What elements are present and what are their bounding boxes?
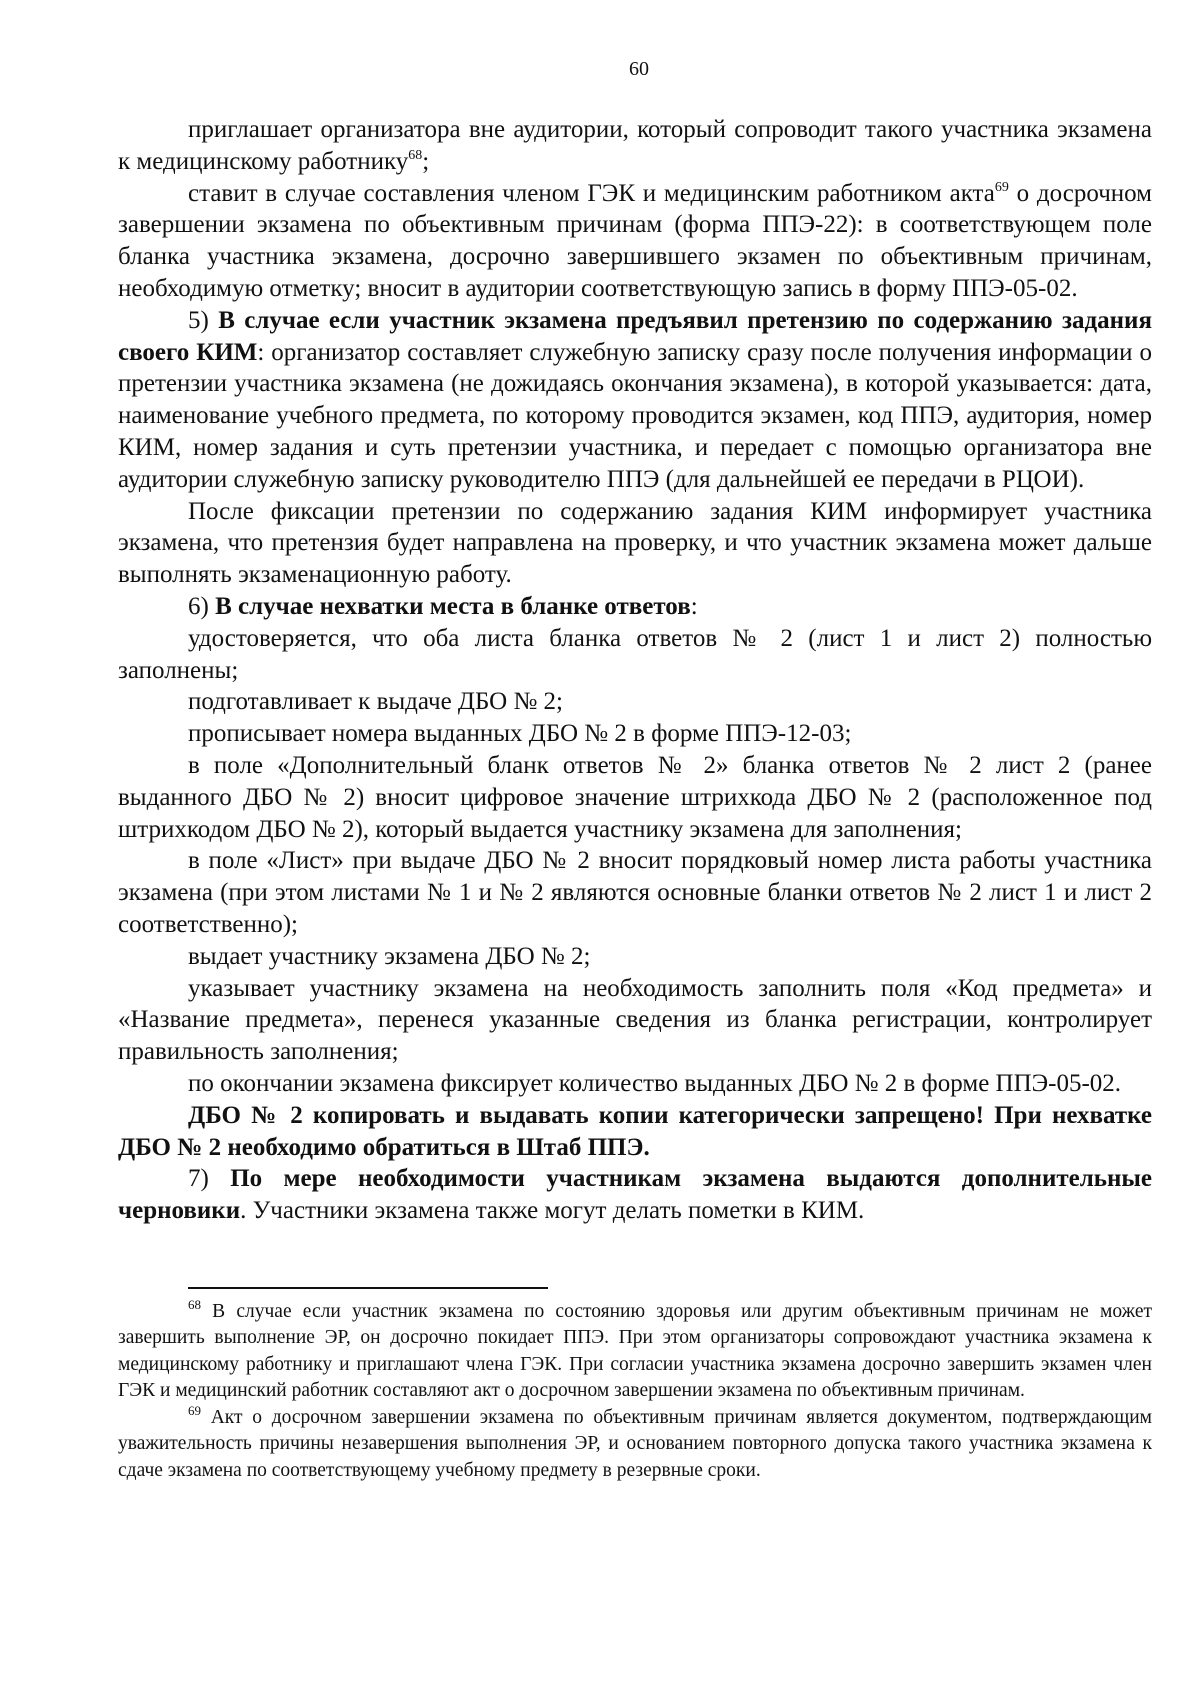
paragraph: [118, 178, 1152, 305]
footnote-text: В случае если участник экзамена по состоянию здоровья или другим объективным причинам не может завершить выполнение ЭР, он досрочно покидает ППЭ. При этом организаторы сопровождают участника экзамена к медицинскому работнику и приглашают члена ГЭК. При согласии участника экзамена досрочно завершить экзамен член ГЭК и медицинский работник составляют акт о досрочном завершении экзамена по объективным причинам.: [118, 1300, 1152, 1402]
paragraph: [118, 591, 1152, 623]
footnote-mark: 68: [188, 1296, 201, 1312]
warning-paragraph: ДБО № 2 копировать и выдавать копии категорически запрещено! При нехватке ДБО № 2 необходимо обратиться в Штаб ППЭ.: [118, 1101, 1152, 1161]
bold-heading: В случае если участник экзамена предъявил претензию по содержанию задания своего КИМ: [118, 306, 1152, 366]
paragraph: [118, 114, 1152, 178]
paragraph: подготавливает к выдаче ДБО № 2;: [188, 688, 563, 716]
paragraph-text: :: [690, 592, 698, 620]
paragraph-text: ;: [422, 147, 430, 175]
footnotes: [118, 1296, 1152, 1485]
paragraph: прописывает номера выданных ДБО № 2 в форме ППЭ-12-03;: [188, 720, 852, 748]
paragraph: После фиксации претензии по содержанию задания КИМ информирует участника экзамена, что претензия будет направлена на проверку, и что участник экзамена может дальше выполнять экзаменационную работу.: [118, 497, 1152, 589]
item-number: 7): [188, 1165, 231, 1193]
paragraph: в поле «Лист» при выдаче ДБО № 2 вносит порядковый номер листа работы участника экзамена (при этом листами № 1 и № 2 являются основные бланки ответов № 2 лист 1 и лист 2 соответственно);: [118, 847, 1152, 938]
paragraph-text: . Участники экзамена также могут делать пометки в КИМ.: [240, 1197, 865, 1225]
item-number: 6): [188, 592, 216, 620]
paragraph-text: приглашает организатора вне аудитории, который сопроводит такого участника экзамена к медицинскому работнику: [118, 116, 1152, 175]
paragraph: в поле «Дополнительный бланк ответов № 2» бланка ответов № 2 лист 2 (ранее выданного ДБО № 2) вносит цифровое значение штрихкода ДБО № 2 (расположенное под штрихкодом ДБО № 2), который выдается участнику экзамена для заполнения;: [118, 751, 1152, 843]
bold-heading: В случае нехватки места в бланке ответов: [215, 592, 691, 620]
paragraph-text: : организатор составляет служебную записку сразу после получения информации о претензии участника экзамена (не дожидаясь окончания экзамена), в которой указывается: дата, наименование учебного предмета, по которому проводится экзамен, код ППЭ, аудитория, номер КИМ, номер задания и суть претензии участника, и передает с помощью организатора вне аудитории служебную записку руководителю ППЭ (для дальнейшей ее передачи в РЦОИ).: [118, 338, 1152, 493]
item-number: 5): [188, 306, 219, 334]
footnote-text: Акт о досрочном завершении экзамена по объективным причинам является документом, подтверждающим уважительность причины незавершения выполнения ЭР, и основанием повторного допуска такого участника экзамена к сдаче экзамена по соответствующему учебному предмету в резервные сроки.: [118, 1406, 1152, 1481]
paragraph: указывает участнику экзамена на необходимость заполнить поля «Код предмета» и «Название предмета», перенеся указанные сведения из бланка регистрации, контролирует правильность заполнения;: [118, 974, 1152, 1066]
paragraph: [118, 1163, 1152, 1227]
paragraph: выдает участнику экзамена ДБО № 2;: [188, 942, 591, 970]
paragraph-text: ставит в случае составления членом ГЭК и медицинским работником акта: [188, 179, 995, 207]
footnote-ref[interactable]: 68: [408, 147, 423, 163]
paragraph: [118, 305, 1152, 496]
footnote: [118, 1296, 1152, 1405]
footnote-mark: 69: [188, 1402, 201, 1418]
footnote-ref[interactable]: 69: [994, 179, 1009, 195]
footnote: [118, 1402, 1152, 1485]
main-text: [118, 114, 1152, 1227]
footnote-divider: [188, 1287, 548, 1289]
paragraph: по окончании экзамена фиксирует количество выданных ДБО № 2 в форме ППЭ-05-02.: [188, 1069, 1122, 1097]
paragraph-text: о досрочном завершении экзамена по объективным причинам (форма ППЭ-22): в соответствующем поле бланка участника экзамена, досрочно завершившего экзамен по объективным причинам, необходимую отметку; вносит в аудитории соответствующую запись в форму ППЭ-05-02.: [118, 179, 1152, 302]
bold-heading: По мере необходимости участникам экзамена выдаются дополнительные черновики: [118, 1165, 1153, 1225]
paragraph: удостоверяется, что оба листа бланка ответов № 2 (лист 1 и лист 2) полностью заполнены;: [118, 624, 1152, 684]
page-number: 60: [629, 58, 649, 80]
